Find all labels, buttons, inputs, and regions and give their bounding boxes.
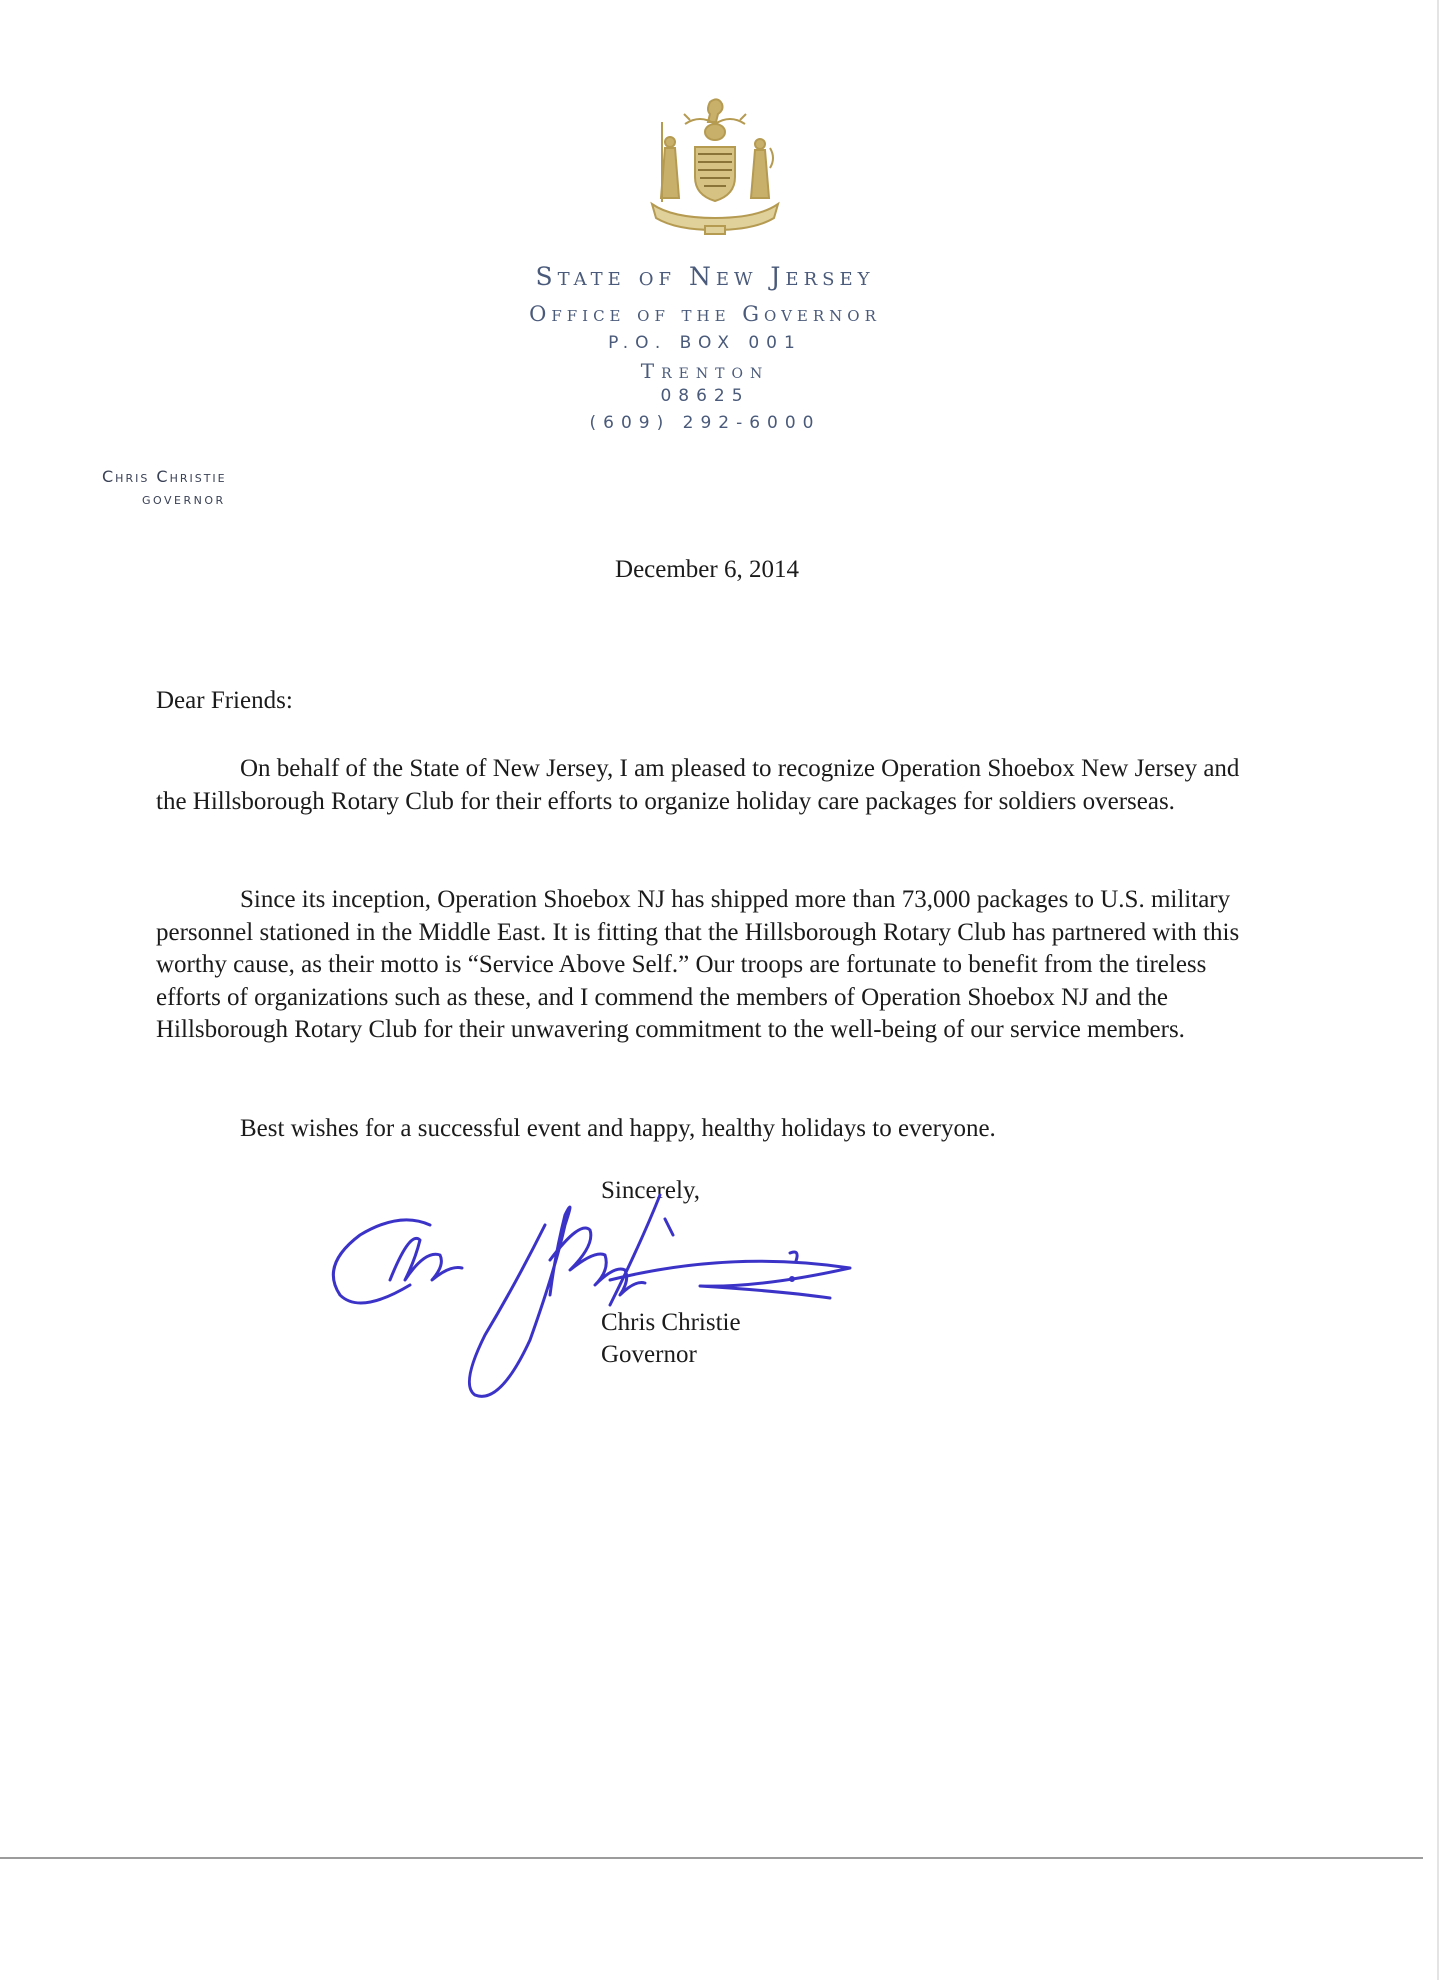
letterhead-office: Office of the Governor	[529, 302, 881, 326]
state-seal-icon	[640, 92, 790, 252]
letterhead-phone: (609) 292-6000	[589, 413, 821, 433]
letterhead-city: Trenton	[640, 359, 770, 383]
salutation: Dear Friends:	[156, 687, 293, 714]
body-paragraph-3: Best wishes for a successful event and happy, healthy holidays to everyone.	[240, 1115, 996, 1142]
body-paragraph-2: Since its inception, Operation Shoebox NJ has shipped more than 73,000 packages to U.S. military personnel stationed in the Middle East. It is fitting that the Hillsborough Rotary Club has partnered with this worthy cause, as their motto is “Service Above Self.” Our troops are fortunate to benefit from the tireless efforts of organizations such as these, and I commend the members of Operation Shoebox NJ and the Hillsborough Rotary Club for their unwavering commitment to the well-being of our service members.	[156, 886, 1240, 1043]
signer-name: Chris Christie	[601, 1309, 741, 1336]
closing: Sincerely,	[601, 1177, 701, 1204]
footer-rule	[0, 1857, 1423, 1859]
letter-date: December 6, 2014	[615, 556, 799, 583]
letterhead-state: State of New Jersey	[535, 262, 875, 291]
letterhead-zip: 08625	[660, 386, 750, 406]
governor-name: Chris Christie	[102, 467, 227, 486]
governor-title: GOVERNOR	[142, 494, 226, 507]
signer-title: Governor	[601, 1341, 697, 1368]
body-paragraph-1: On behalf of the State of New Jersey, I am pleased to recognize Operation Shoebox New Jersey and the Hillsborough Rotary Club for their efforts to organize holiday care packages for soldiers overseas.	[156, 755, 1240, 815]
handwritten-signature	[320, 1185, 960, 1400]
letterhead-po-box: P.O. BOX 001	[608, 333, 802, 353]
